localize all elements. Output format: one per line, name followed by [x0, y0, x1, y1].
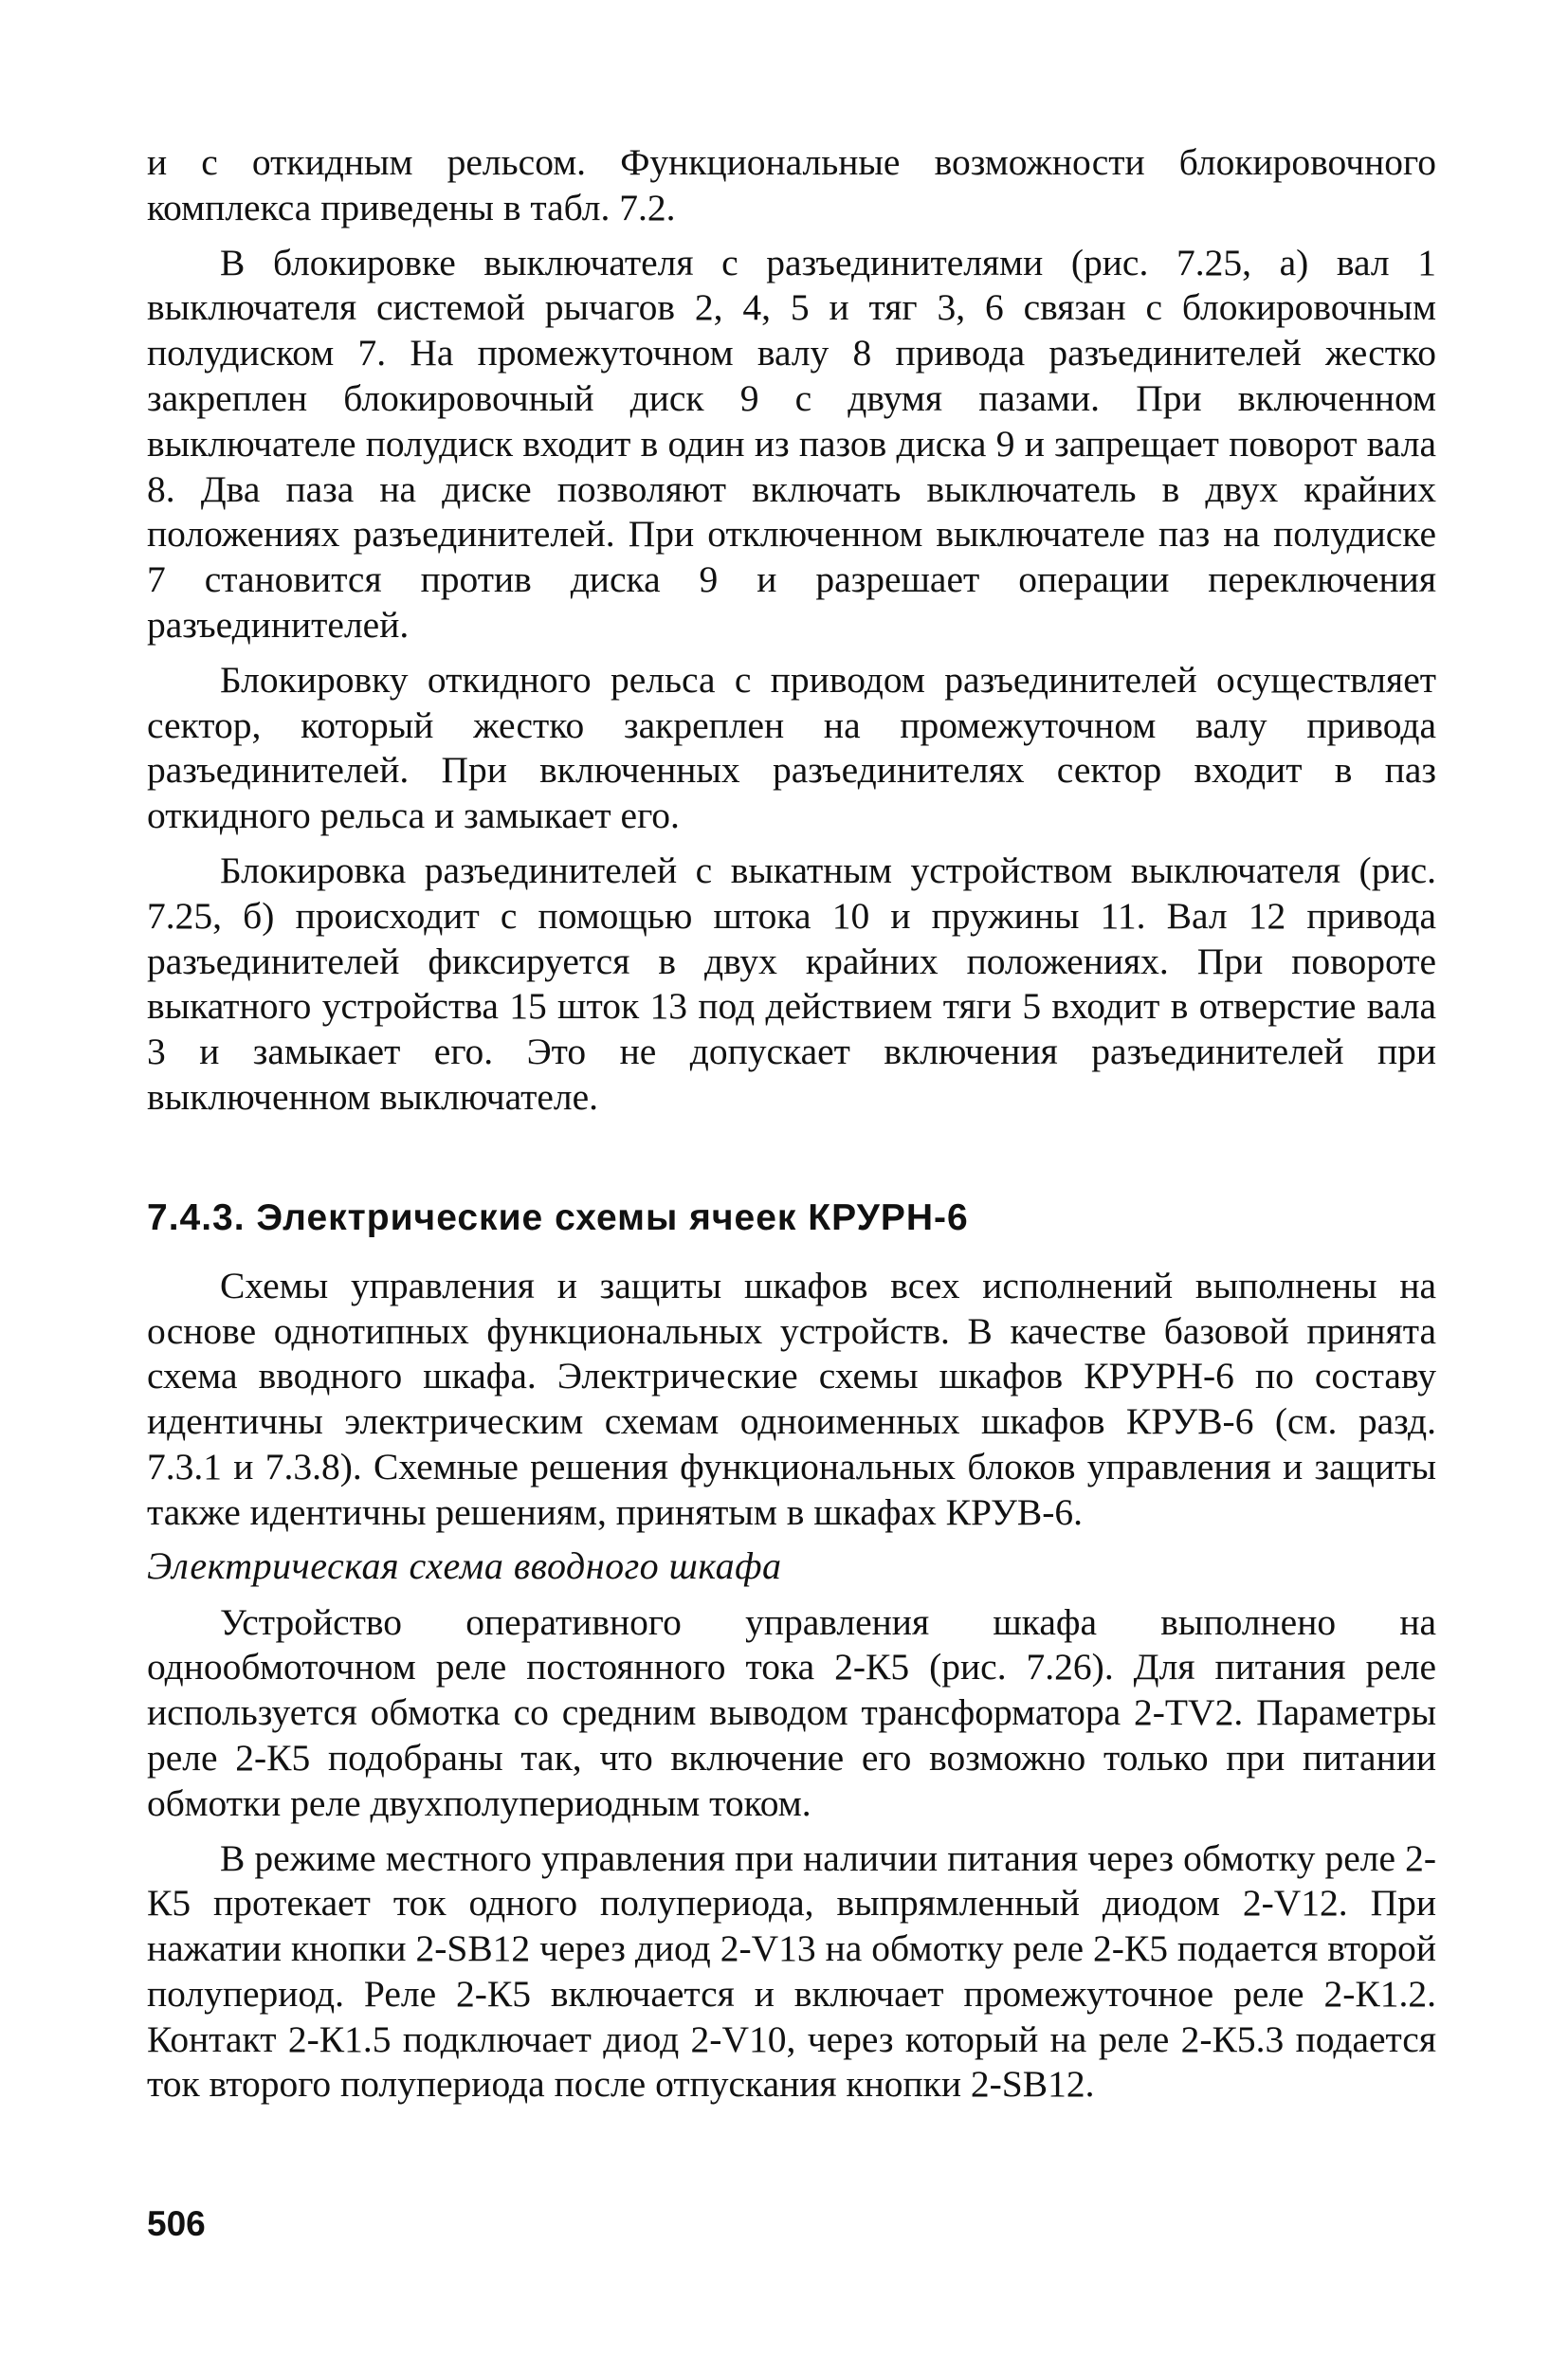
section-paragraph-1: Схемы управления и защиты шкафов всех исполнений выполнены на основе однотипных функциональных устройств. В качестве базовой принята схема вводного шкафа. Электрические схемы шкафов КРУРН-6 по составу идентичны электрическим схемам одноименных шкафов КРУВ-6 (см. разд. 7.3.1 и 7.3.8). Схемные решения функциональных блоков управления и защиты также идентичны решениям, принятым в шкафах КРУВ-6.: [147, 1264, 1436, 1533]
section-heading: 7.4.3. Электрические схемы ячеек КРУРН-6: [147, 1196, 969, 1238]
page-number: 506: [147, 2204, 206, 2243]
paragraph-4: Блокировка разъединителей с выкатным устройством выключателя (рис. 7.25, б) происходит с помощью штока 10 и пружины 11. Вал 12 привода разъединителей фиксируется в двух крайних положениях. При повороте выкатного устройства 15 шток 13 под действием тяги 5 входит в отверстие вала 3 и замыкает его. Это не допускает включения разъединителей при выключенном выключателе.: [147, 849, 1436, 1118]
subsection-heading: Электрическая схема вводного шкафа: [147, 1543, 782, 1587]
subsection-paragraph-1: Устройство оперативного управления шкафа выполнено на однообмоточном реле постоянного тока 2-К5 (рис. 7.26). Для питания реле используется обмотка со средним выводом трансформатора 2-TV2. Параметры реле 2-К5 подобраны так, что включение его возможно только при питании обмотки реле двухполупериодным током.: [147, 1600, 1436, 1824]
text-column: [147, 140, 1436, 2108]
paragraph-2: В блокировке выключателя с разъединителями (рис. 7.25, а) вал 1 выключателя системой рычагов 2, 4, 5 и тяг 3, 6 связан с блокировочным полудиском 7. На промежуточном валу 8 привода разъединителей жестко закреплен блокировочный диск 9 с двумя пазами. При включенном выключателе полудиск входит в один из пазов диска 9 и запрещает поворот вала 8. Два паза на диске позволяют включать выключатель в двух крайних положениях разъединителей. При отключенном выключателе паз на полудиске 7 становится против диска 9 и разрешает операции переключения разъединителей.: [147, 241, 1436, 646]
subsection-paragraph-2: В режиме местного управления при наличии питания через обмотку реле 2-К5 протекает ток одного полупериода, выпрямленный диодом 2-V12. При нажатии кнопки 2-SB12 через диод 2-V13 на обмотку реле 2-К5 подается второй полупериод. Реле 2-К5 включается и включает промежуточное реле 2-К1.2. Контакт 2-К1.5 подключает диод 2-V10, через который на реле 2-К5.3 подается ток второго полупериода после отпускания кнопки 2-SB12.: [147, 1836, 1436, 2106]
paragraph-1: и с откидным рельсом. Функциональные возможности блокировочного комплекса приведены в табл. 7.2.: [147, 141, 1436, 228]
paragraph-3: Блокировку откидного рельса с приводом разъединителей осуществляет сектор, который жестко закреплен на промежуточном валу привода разъединителей. При включенных разъединителях сектор входит в паз откидного рельса и замыкает его.: [147, 658, 1436, 837]
